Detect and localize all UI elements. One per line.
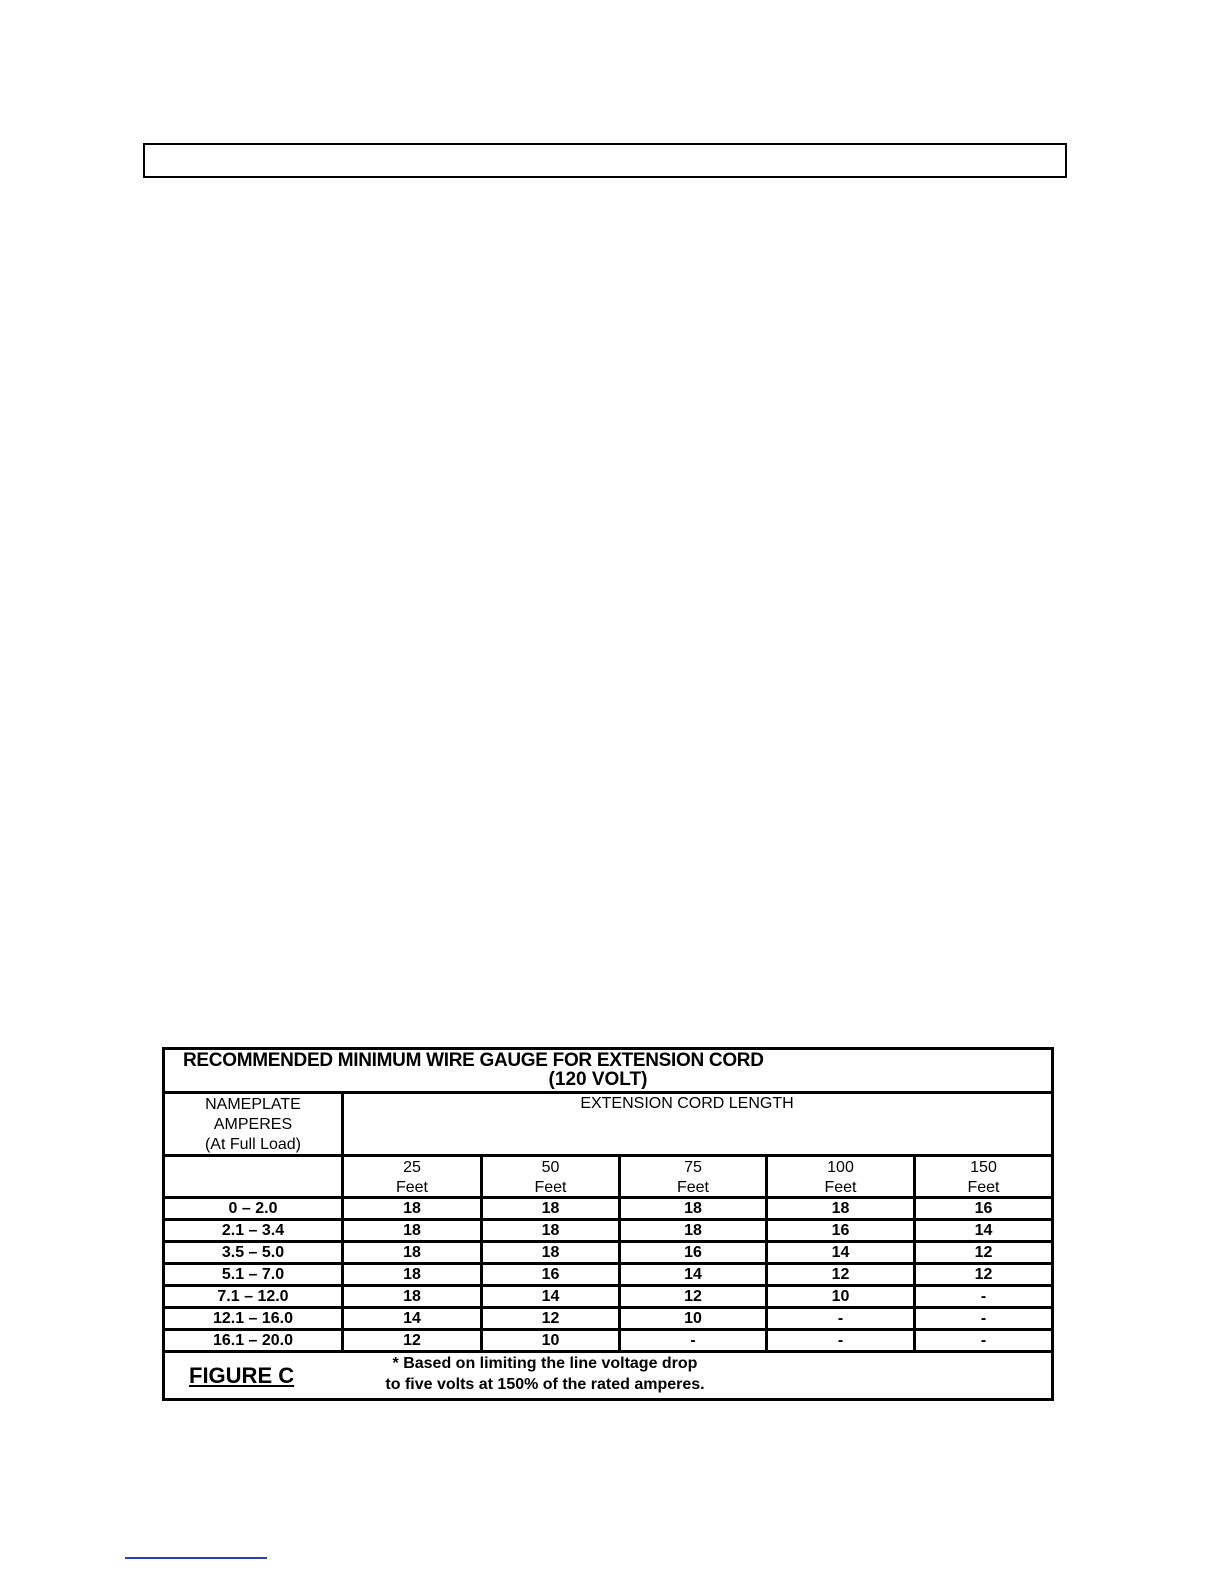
gauge-cell: 18 <box>684 1222 702 1239</box>
gauge-cell: 18 <box>403 1288 421 1305</box>
gauge-cell: 18 <box>541 1200 560 1217</box>
column-unit: Feet <box>534 1179 567 1196</box>
wire-gauge-figure <box>162 1047 1054 1401</box>
header-box <box>143 143 1067 178</box>
divider <box>165 1091 1051 1094</box>
column-length: 100 <box>827 1159 854 1176</box>
footnote-line: to five volts at 150% of the rated amperes. <box>385 1376 705 1393</box>
gauge-cell: - <box>980 1288 987 1305</box>
nameplate-header-line: AMPERES <box>213 1116 293 1133</box>
column-header-100 <box>768 1158 913 1198</box>
column-length: 150 <box>970 1159 997 1176</box>
amps-cell: 16.1 – 20.0 <box>212 1332 294 1349</box>
column-length: 25 <box>403 1159 421 1176</box>
gauge-cell: 10 <box>541 1332 560 1349</box>
gauge-cell: 18 <box>831 1200 850 1217</box>
gauge-cell: - <box>837 1332 844 1349</box>
gauge-cell: 18 <box>403 1266 421 1283</box>
figure-subtitle: (120 VOLT) <box>548 1069 648 1090</box>
column-unit: Feet <box>824 1179 857 1196</box>
gauge-cell: 18 <box>403 1200 421 1217</box>
gauge-cell: 14 <box>974 1222 993 1239</box>
amps-cell: 3.5 – 5.0 <box>221 1244 285 1261</box>
gauge-cell: 16 <box>541 1266 560 1283</box>
gauge-cell: 12 <box>403 1332 421 1349</box>
gauge-cell: 18 <box>403 1222 421 1239</box>
footnote-line: * Based on limiting the line voltage drop <box>392 1355 698 1372</box>
gauge-cell: - <box>980 1332 987 1349</box>
gauge-cell: 10 <box>831 1288 850 1305</box>
gauge-cell: 16 <box>684 1244 702 1261</box>
column-header-150 <box>916 1158 1051 1198</box>
column-header-25 <box>344 1158 480 1198</box>
gauge-cell: - <box>690 1332 696 1349</box>
divider <box>165 1154 1051 1157</box>
gauge-cell: 12 <box>541 1310 560 1327</box>
gauge-cell: 16 <box>831 1222 850 1239</box>
amps-cell: 0 – 2.0 <box>228 1200 278 1217</box>
nameplate-header <box>165 1095 341 1155</box>
gauge-cell: 12 <box>831 1266 850 1283</box>
amps-cell: 5.1 – 7.0 <box>221 1266 285 1283</box>
figure-title: RECOMMENDED MINIMUM WIRE GAUGE FOR EXTENSION CORD <box>183 1050 764 1071</box>
gauge-cell: 18 <box>684 1200 702 1217</box>
link-underline <box>125 1557 267 1559</box>
column-length: 50 <box>541 1159 560 1176</box>
gauge-cell: 12 <box>974 1244 993 1261</box>
column-length: 75 <box>684 1159 702 1176</box>
nameplate-header-line: (At Full Load) <box>204 1136 302 1153</box>
column-header-75 <box>621 1158 765 1198</box>
gauge-cell: 14 <box>831 1244 850 1261</box>
amps-cell: 12.1 – 16.0 <box>212 1310 294 1327</box>
column-header-50 <box>483 1158 618 1198</box>
gauge-cell: 18 <box>541 1244 560 1261</box>
nameplate-header-line: NAMEPLATE <box>205 1096 301 1113</box>
gauge-cell: - <box>980 1310 987 1327</box>
gauge-cell: 14 <box>403 1310 421 1327</box>
column-unit: Feet <box>967 1179 1000 1196</box>
gauge-cell: 10 <box>684 1310 702 1327</box>
column-unit: Feet <box>676 1179 709 1196</box>
amps-cell: 2.1 – 3.4 <box>221 1222 285 1239</box>
gauge-cell: 18 <box>403 1244 421 1261</box>
gauge-cell: 12 <box>974 1266 993 1283</box>
gauge-cell: 16 <box>974 1200 993 1217</box>
amps-cell: 7.1 – 12.0 <box>217 1288 289 1305</box>
gauge-cell: 14 <box>541 1288 560 1305</box>
gauge-cell: 18 <box>541 1222 560 1239</box>
figure-label: FIGURE C <box>189 1363 295 1388</box>
gauge-cell: - <box>837 1310 844 1327</box>
footnote <box>365 1353 725 1395</box>
gauge-cell: 14 <box>684 1266 702 1283</box>
cord-length-header: EXTENSION CORD LENGTH <box>580 1095 794 1112</box>
gauge-cell: 12 <box>684 1288 702 1305</box>
column-unit: Feet <box>395 1179 428 1196</box>
